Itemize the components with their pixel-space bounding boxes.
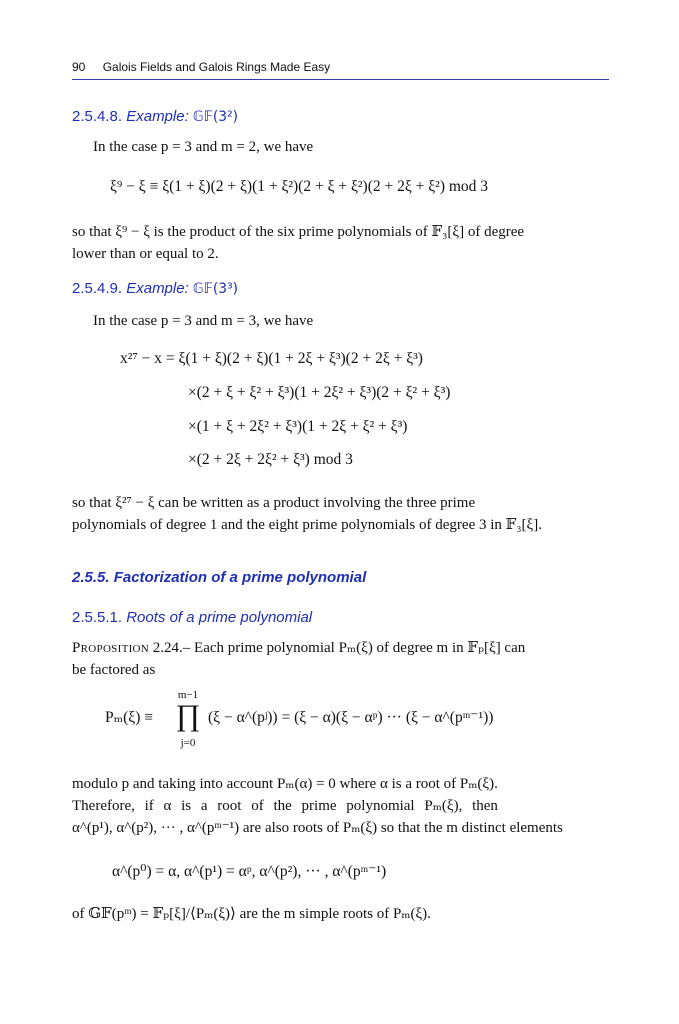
running-header xyxy=(72,60,609,74)
section-title-math: 𝔾𝔽(3²) xyxy=(192,109,238,125)
section-heading-255 xyxy=(72,569,366,586)
section-title: Example: xyxy=(126,108,189,125)
equation-2548: ξ⁹ − ξ ≡ ξ(1 + ξ)(2 + ξ)(1 + ξ²)(2 + ξ + ξ²)(2 + 2ξ + ξ²) mod 3 xyxy=(110,178,489,195)
section-title: Example: xyxy=(126,280,189,297)
paragraph-intro-2548: In the case p = 3 and m = 2, we have xyxy=(93,139,314,155)
section-heading-2549 xyxy=(72,280,238,297)
running-title: Galois Fields and Galois Rings Made Easy xyxy=(102,60,331,74)
section-number: 2.5.5.1. xyxy=(72,609,123,626)
equation-2549-line1: x²⁷ − x = ξ(1 + ξ)(2 + ξ)(1 + 2ξ + ξ³)(2 + 2ξ + ξ³) xyxy=(120,350,423,367)
paragraph-2549-line1: so that ξ²⁷ − ξ can be written as a product involving the three prime xyxy=(72,495,476,511)
proposition-line1 xyxy=(72,637,609,659)
product-rhs: (ξ − α^(pʲ)) = (ξ − α)(ξ − αᵖ) ··· (ξ − α^(pᵐ⁻¹)) xyxy=(208,709,494,726)
product-upper-limit: m−1 xyxy=(177,689,199,701)
proposition-after-line3: α^(p¹), α^(p²), ··· , α^(pᵐ⁻¹) are also roots of Pₘ(ξ) so that the m distinct elements xyxy=(72,820,563,836)
product-lower-limit: j=0 xyxy=(180,737,196,749)
equation-2549-line4: ×(2 + 2ξ + 2ξ² + ξ³) mod 3 xyxy=(188,451,353,468)
product-symbol: ∏ xyxy=(175,699,201,732)
paragraph-2549-line2: polynomials of degree 1 and the eight prime polynomials of degree 3 in 𝔽₃[ξ]. xyxy=(72,517,542,533)
paragraph-intro-2549: In the case p = 3 and m = 3, we have xyxy=(93,313,314,329)
section-heading-2551 xyxy=(72,609,312,626)
proposition-label: Proposition xyxy=(72,640,150,656)
section-heading-2548 xyxy=(72,108,238,125)
section-number: 2.5.4.8. xyxy=(72,108,123,125)
section-title: Factorization of a prime polynomial xyxy=(113,569,367,586)
proposition-after-line2: Therefore, if α is a root of the prime polynomial Pₘ(ξ), then xyxy=(72,798,498,814)
proposition-final-line: of 𝔾𝔽(pᵐ) = 𝔽ₚ[ξ]/⟨Pₘ(ξ)⟩ are the m simple roots of Pₘ(ξ). xyxy=(72,906,431,922)
proposition-line2: be factored as xyxy=(72,662,156,678)
page-number: 90 xyxy=(72,60,86,74)
paragraph-2548-line2: lower than or equal to 2. xyxy=(72,246,219,262)
proposition-text: Each prime polynomial Pₘ(ξ) of degree m in 𝔽ₚ[ξ] can xyxy=(194,640,526,656)
roots-list: α^(p⁰) = α, α^(p¹) = αᵖ, α^(p²), ··· , α^(pᵐ⁻¹) xyxy=(112,863,387,880)
proposition-after-line1: modulo p and taking into account Pₘ(α) = 0 where α is a root of Pₘ(ξ). xyxy=(72,776,498,792)
equation-2549-line2: ×(2 + ξ + ξ² + ξ³)(1 + 2ξ² + ξ³)(2 + ξ² + ξ³) xyxy=(188,384,451,401)
header-rule xyxy=(72,79,609,80)
section-title: Roots of a prime polynomial xyxy=(126,609,313,626)
section-number: 2.5.4.9. xyxy=(72,280,123,297)
paragraph-2548-line1: so that ξ⁹ − ξ is the product of the six prime polynomials of 𝔽₃[ξ] of degree xyxy=(72,224,525,240)
section-number: 2.5.5. xyxy=(72,569,110,586)
product-lhs: Pₘ(ξ) ≡ xyxy=(105,709,153,726)
section-title-math: 𝔾𝔽(3³) xyxy=(192,281,238,297)
proposition-number: 2.24.– xyxy=(152,640,191,656)
equation-2549-line3: ×(1 + ξ + 2ξ² + ξ³)(1 + 2ξ + ξ² + ξ³) xyxy=(188,418,408,435)
